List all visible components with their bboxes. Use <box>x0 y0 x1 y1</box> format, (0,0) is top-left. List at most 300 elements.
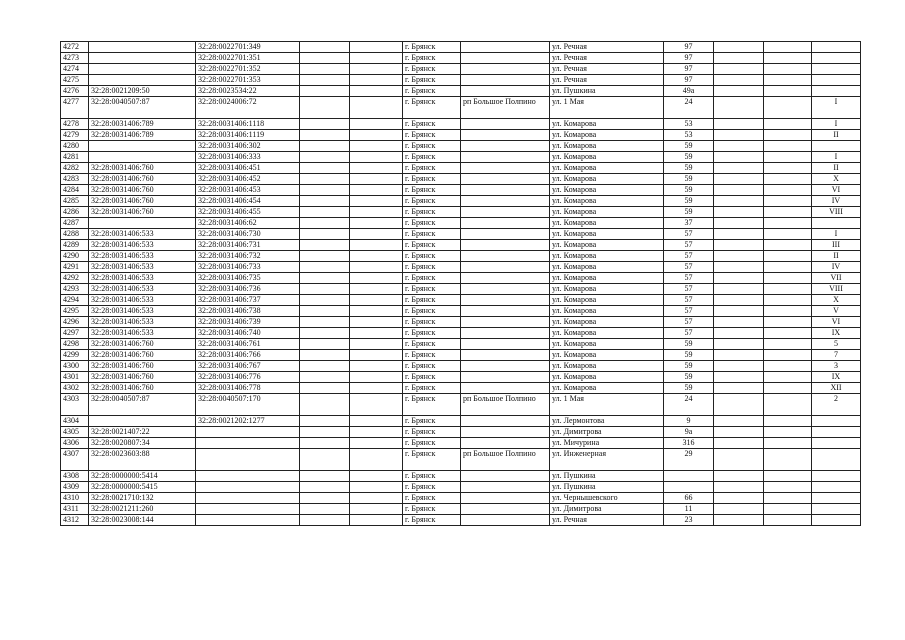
empty-cell <box>350 306 403 317</box>
empty-cell <box>764 262 812 273</box>
empty-cell <box>350 262 403 273</box>
street-cell: ул. Комарова <box>550 361 664 372</box>
settlement-cell <box>461 317 550 328</box>
house-number-cell: 57 <box>664 273 714 284</box>
empty-cell <box>350 64 403 75</box>
empty-cell <box>300 383 350 394</box>
record-number-cell: 4295 <box>61 306 89 317</box>
object-cadastral-cell: 32:28:0031406:730 <box>196 229 300 240</box>
city-cell: г. Брянск <box>403 196 461 207</box>
object-cadastral-cell: 32:28:0022701:352 <box>196 64 300 75</box>
house-number-cell <box>664 482 714 493</box>
record-number-cell: 4276 <box>61 86 89 97</box>
land-parcel-cadastral-cell: 32:28:0040507:87 <box>89 394 196 416</box>
empty-cell <box>714 515 764 526</box>
empty-cell <box>714 86 764 97</box>
record-number-cell: 4279 <box>61 130 89 141</box>
record-number-cell: 4305 <box>61 427 89 438</box>
table-row <box>61 75 861 86</box>
house-number-cell: 57 <box>664 240 714 251</box>
premises-number-cell: I <box>812 152 861 163</box>
settlement-cell <box>461 185 550 196</box>
house-number-cell: 59 <box>664 361 714 372</box>
premises-number-cell: 3 <box>812 361 861 372</box>
street-cell: ул. Комарова <box>550 295 664 306</box>
premises-number-cell: X <box>812 174 861 185</box>
premises-number-cell <box>812 438 861 449</box>
empty-cell <box>300 53 350 64</box>
empty-cell <box>714 493 764 504</box>
land-parcel-cadastral-cell <box>89 42 196 53</box>
city-cell: г. Брянск <box>403 86 461 97</box>
house-number-cell: 97 <box>664 75 714 86</box>
settlement-cell <box>461 218 550 229</box>
street-cell: ул. Комарова <box>550 152 664 163</box>
empty-cell <box>350 240 403 251</box>
empty-cell <box>764 295 812 306</box>
table-row <box>61 163 861 174</box>
settlement-cell <box>461 141 550 152</box>
settlement-cell <box>461 42 550 53</box>
city-cell: г. Брянск <box>403 394 461 416</box>
empty-cell <box>350 504 403 515</box>
house-number-cell: 57 <box>664 284 714 295</box>
empty-cell <box>350 130 403 141</box>
table-row <box>61 284 861 295</box>
empty-cell <box>350 174 403 185</box>
object-cadastral-cell <box>196 438 300 449</box>
empty-cell <box>764 75 812 86</box>
street-cell: ул. Димитрова <box>550 427 664 438</box>
empty-cell <box>714 482 764 493</box>
land-parcel-cadastral-cell: 32:28:0031406:760 <box>89 174 196 185</box>
empty-cell <box>300 196 350 207</box>
city-cell: г. Брянск <box>403 438 461 449</box>
record-number-cell: 4275 <box>61 75 89 86</box>
empty-cell <box>300 75 350 86</box>
empty-cell <box>764 427 812 438</box>
empty-cell <box>764 119 812 130</box>
record-number-cell: 4304 <box>61 416 89 427</box>
empty-cell <box>714 229 764 240</box>
record-number-cell: 4309 <box>61 482 89 493</box>
house-number-cell: 57 <box>664 328 714 339</box>
empty-cell <box>350 273 403 284</box>
table-row <box>61 350 861 361</box>
record-number-cell: 4284 <box>61 185 89 196</box>
premises-number-cell <box>812 427 861 438</box>
city-cell: г. Брянск <box>403 251 461 262</box>
premises-number-cell: XII <box>812 383 861 394</box>
empty-cell <box>350 449 403 471</box>
street-cell: ул. 1 Мая <box>550 97 664 119</box>
table-row <box>61 251 861 262</box>
city-cell: г. Брянск <box>403 482 461 493</box>
premises-number-cell: VI <box>812 317 861 328</box>
city-cell: г. Брянск <box>403 493 461 504</box>
empty-cell <box>714 75 764 86</box>
table-row <box>61 141 861 152</box>
land-parcel-cadastral-cell: 32:28:0031406:789 <box>89 119 196 130</box>
table-row <box>61 372 861 383</box>
table-row <box>61 273 861 284</box>
premises-number-cell: IV <box>812 262 861 273</box>
empty-cell <box>714 130 764 141</box>
empty-cell <box>714 53 764 64</box>
street-cell: ул. Комарова <box>550 273 664 284</box>
street-cell: ул. Комарова <box>550 317 664 328</box>
settlement-cell <box>461 416 550 427</box>
street-cell: ул. Комарова <box>550 207 664 218</box>
street-cell: ул. Чернышевского <box>550 493 664 504</box>
land-parcel-cadastral-cell <box>89 152 196 163</box>
empty-cell <box>714 42 764 53</box>
empty-cell <box>350 97 403 119</box>
house-number-cell: 59 <box>664 141 714 152</box>
table-row <box>61 394 861 416</box>
empty-cell <box>300 350 350 361</box>
record-number-cell: 4286 <box>61 207 89 218</box>
house-number-cell: 59 <box>664 174 714 185</box>
premises-number-cell: III <box>812 240 861 251</box>
empty-cell <box>300 438 350 449</box>
empty-cell <box>350 295 403 306</box>
premises-number-cell <box>812 504 861 515</box>
empty-cell <box>350 152 403 163</box>
table-row <box>61 174 861 185</box>
settlement-cell <box>461 482 550 493</box>
table-row <box>61 185 861 196</box>
table-row <box>61 86 861 97</box>
empty-cell <box>764 339 812 350</box>
settlement-cell <box>461 130 550 141</box>
settlement-cell <box>461 339 550 350</box>
premises-number-cell: X <box>812 295 861 306</box>
empty-cell <box>350 471 403 482</box>
empty-cell <box>300 449 350 471</box>
street-cell: ул. Комарова <box>550 251 664 262</box>
house-number-cell: 49а <box>664 86 714 97</box>
street-cell: ул. Комарова <box>550 218 664 229</box>
object-cadastral-cell <box>196 504 300 515</box>
premises-number-cell: IX <box>812 328 861 339</box>
city-cell: г. Брянск <box>403 317 461 328</box>
empty-cell <box>764 328 812 339</box>
empty-cell <box>764 383 812 394</box>
house-number-cell: 59 <box>664 185 714 196</box>
empty-cell <box>350 119 403 130</box>
settlement-cell <box>461 262 550 273</box>
land-parcel-cadastral-cell: 32:28:0031406:533 <box>89 317 196 328</box>
empty-cell <box>764 53 812 64</box>
record-number-cell: 4280 <box>61 141 89 152</box>
land-parcel-cadastral-cell: 32:28:0040507:87 <box>89 97 196 119</box>
table-row <box>61 295 861 306</box>
settlement-cell <box>461 207 550 218</box>
city-cell: г. Брянск <box>403 383 461 394</box>
empty-cell <box>764 504 812 515</box>
empty-cell <box>714 152 764 163</box>
street-cell: ул. Димитрова <box>550 504 664 515</box>
object-cadastral-cell <box>196 493 300 504</box>
empty-cell <box>350 482 403 493</box>
land-parcel-cadastral-cell: 32:28:0021209:50 <box>89 86 196 97</box>
record-number-cell: 4281 <box>61 152 89 163</box>
empty-cell <box>300 130 350 141</box>
house-number-cell: 24 <box>664 97 714 119</box>
empty-cell <box>300 174 350 185</box>
table-row <box>61 493 861 504</box>
house-number-cell: 37 <box>664 218 714 229</box>
land-parcel-cadastral-cell <box>89 75 196 86</box>
city-cell: г. Брянск <box>403 504 461 515</box>
empty-cell <box>300 152 350 163</box>
record-number-cell: 4307 <box>61 449 89 471</box>
empty-cell <box>764 86 812 97</box>
record-number-cell: 4303 <box>61 394 89 416</box>
city-cell: г. Брянск <box>403 75 461 86</box>
premises-number-cell <box>812 471 861 482</box>
empty-cell <box>350 42 403 53</box>
city-cell: г. Брянск <box>403 97 461 119</box>
house-number-cell: 57 <box>664 262 714 273</box>
house-number-cell: 24 <box>664 394 714 416</box>
city-cell: г. Брянск <box>403 328 461 339</box>
city-cell: г. Брянск <box>403 185 461 196</box>
empty-cell <box>300 119 350 130</box>
house-number-cell: 97 <box>664 42 714 53</box>
empty-cell <box>714 218 764 229</box>
record-number-cell: 4297 <box>61 328 89 339</box>
empty-cell <box>350 350 403 361</box>
empty-cell <box>714 141 764 152</box>
settlement-cell <box>461 295 550 306</box>
house-number-cell: 97 <box>664 64 714 75</box>
house-number-cell: 59 <box>664 372 714 383</box>
empty-cell <box>350 86 403 97</box>
empty-cell <box>300 163 350 174</box>
premises-number-cell: IV <box>812 196 861 207</box>
object-cadastral-cell: 32:28:0031406:766 <box>196 350 300 361</box>
house-number-cell: 59 <box>664 339 714 350</box>
land-parcel-cadastral-cell: 32:28:0031406:760 <box>89 207 196 218</box>
object-cadastral-cell: 32:28:0031406:302 <box>196 141 300 152</box>
empty-cell <box>300 504 350 515</box>
city-cell: г. Брянск <box>403 427 461 438</box>
empty-cell <box>764 174 812 185</box>
record-number-cell: 4278 <box>61 119 89 130</box>
empty-cell <box>350 229 403 240</box>
empty-cell <box>350 207 403 218</box>
empty-cell <box>350 339 403 350</box>
city-cell: г. Брянск <box>403 240 461 251</box>
premises-number-cell <box>812 515 861 526</box>
object-cadastral-cell <box>196 427 300 438</box>
street-cell: ул. Комарова <box>550 229 664 240</box>
street-cell: ул. Речная <box>550 515 664 526</box>
table-row <box>61 240 861 251</box>
city-cell: г. Брянск <box>403 152 461 163</box>
table-row <box>61 361 861 372</box>
table-row <box>61 328 861 339</box>
record-number-cell: 4302 <box>61 383 89 394</box>
house-number-cell: 53 <box>664 119 714 130</box>
land-parcel-cadastral-cell: 32:28:0031406:760 <box>89 185 196 196</box>
empty-cell <box>300 273 350 284</box>
settlement-cell <box>461 328 550 339</box>
record-number-cell: 4283 <box>61 174 89 185</box>
premises-number-cell: 7 <box>812 350 861 361</box>
table-row <box>61 471 861 482</box>
record-number-cell: 4273 <box>61 53 89 64</box>
land-parcel-cadastral-cell <box>89 218 196 229</box>
table-row <box>61 306 861 317</box>
settlement-cell <box>461 438 550 449</box>
object-cadastral-cell: 32:28:0022701:351 <box>196 53 300 64</box>
empty-cell <box>714 273 764 284</box>
land-parcel-cadastral-cell: 32:28:0021211:260 <box>89 504 196 515</box>
empty-cell <box>350 394 403 416</box>
empty-cell <box>350 438 403 449</box>
city-cell: г. Брянск <box>403 64 461 75</box>
settlement-cell <box>461 251 550 262</box>
table-row <box>61 196 861 207</box>
house-number-cell: 57 <box>664 317 714 328</box>
empty-cell <box>764 306 812 317</box>
premises-number-cell <box>812 42 861 53</box>
empty-cell <box>764 196 812 207</box>
empty-cell <box>714 504 764 515</box>
record-number-cell: 4274 <box>61 64 89 75</box>
city-cell: г. Брянск <box>403 53 461 64</box>
empty-cell <box>350 196 403 207</box>
empty-cell <box>300 240 350 251</box>
empty-cell <box>300 42 350 53</box>
land-parcel-cadastral-cell: 32:28:0031406:533 <box>89 229 196 240</box>
register-table-body <box>61 42 861 526</box>
empty-cell <box>350 53 403 64</box>
settlement-cell <box>461 372 550 383</box>
object-cadastral-cell: 32:28:0031406:735 <box>196 273 300 284</box>
street-cell: ул. Речная <box>550 53 664 64</box>
empty-cell <box>300 64 350 75</box>
table-row <box>61 317 861 328</box>
premises-number-cell: VIII <box>812 284 861 295</box>
record-number-cell: 4294 <box>61 295 89 306</box>
premises-number-cell <box>812 141 861 152</box>
city-cell: г. Брянск <box>403 273 461 284</box>
street-cell: ул. Комарова <box>550 174 664 185</box>
empty-cell <box>714 64 764 75</box>
object-cadastral-cell: 32:28:0022701:353 <box>196 75 300 86</box>
empty-cell <box>714 427 764 438</box>
empty-cell <box>350 361 403 372</box>
table-row <box>61 449 861 471</box>
empty-cell <box>714 339 764 350</box>
city-cell: г. Брянск <box>403 42 461 53</box>
premises-number-cell <box>812 218 861 229</box>
city-cell: г. Брянск <box>403 207 461 218</box>
empty-cell <box>764 64 812 75</box>
street-cell: ул. Комарова <box>550 185 664 196</box>
empty-cell <box>714 174 764 185</box>
empty-cell <box>300 207 350 218</box>
land-parcel-cadastral-cell: 32:28:0020807:34 <box>89 438 196 449</box>
empty-cell <box>714 438 764 449</box>
record-number-cell: 4298 <box>61 339 89 350</box>
empty-cell <box>764 493 812 504</box>
table-row <box>61 504 861 515</box>
table-row <box>61 262 861 273</box>
city-cell: г. Брянск <box>403 350 461 361</box>
table-row <box>61 383 861 394</box>
premises-number-cell: I <box>812 119 861 130</box>
settlement-cell <box>461 306 550 317</box>
settlement-cell <box>461 64 550 75</box>
land-parcel-cadastral-cell: 32:28:0031406:760 <box>89 372 196 383</box>
empty-cell <box>764 152 812 163</box>
record-number-cell: 4272 <box>61 42 89 53</box>
street-cell: ул. Инженерная <box>550 449 664 471</box>
house-number-cell: 57 <box>664 229 714 240</box>
city-cell: г. Брянск <box>403 306 461 317</box>
house-number-cell: 29 <box>664 449 714 471</box>
land-parcel-cadastral-cell <box>89 141 196 152</box>
city-cell: г. Брянск <box>403 515 461 526</box>
object-cadastral-cell: 32:28:0031406:738 <box>196 306 300 317</box>
empty-cell <box>714 185 764 196</box>
empty-cell <box>764 438 812 449</box>
empty-cell <box>350 427 403 438</box>
empty-cell <box>714 295 764 306</box>
record-number-cell: 4293 <box>61 284 89 295</box>
empty-cell <box>764 207 812 218</box>
object-cadastral-cell: 32:28:0031406:451 <box>196 163 300 174</box>
record-number-cell: 4277 <box>61 97 89 119</box>
empty-cell <box>350 163 403 174</box>
settlement-cell: рп Большое Полпино <box>461 394 550 416</box>
object-cadastral-cell <box>196 471 300 482</box>
empty-cell <box>764 515 812 526</box>
object-cadastral-cell: 32:28:0031406:1119 <box>196 130 300 141</box>
record-number-cell: 4310 <box>61 493 89 504</box>
record-number-cell: 4292 <box>61 273 89 284</box>
object-cadastral-cell: 32:28:0031406:733 <box>196 262 300 273</box>
object-cadastral-cell: 32:28:0031406:454 <box>196 196 300 207</box>
land-parcel-cadastral-cell: 32:28:0031406:533 <box>89 306 196 317</box>
object-cadastral-cell: 32:28:0031406:761 <box>196 339 300 350</box>
empty-cell <box>764 482 812 493</box>
premises-number-cell: V <box>812 306 861 317</box>
house-number-cell: 59 <box>664 383 714 394</box>
street-cell: ул. Пушкина <box>550 482 664 493</box>
street-cell: ул. Комарова <box>550 328 664 339</box>
street-cell: ул. Мичурина <box>550 438 664 449</box>
object-cadastral-cell: 32:28:0031406:1118 <box>196 119 300 130</box>
settlement-cell <box>461 174 550 185</box>
empty-cell <box>350 515 403 526</box>
empty-cell <box>764 284 812 295</box>
city-cell: г. Брянск <box>403 471 461 482</box>
street-cell: ул. Комарова <box>550 196 664 207</box>
empty-cell <box>350 284 403 295</box>
empty-cell <box>764 218 812 229</box>
city-cell: г. Брянск <box>403 262 461 273</box>
empty-cell <box>300 328 350 339</box>
premises-number-cell: VIII <box>812 207 861 218</box>
house-number-cell: 59 <box>664 207 714 218</box>
empty-cell <box>714 471 764 482</box>
